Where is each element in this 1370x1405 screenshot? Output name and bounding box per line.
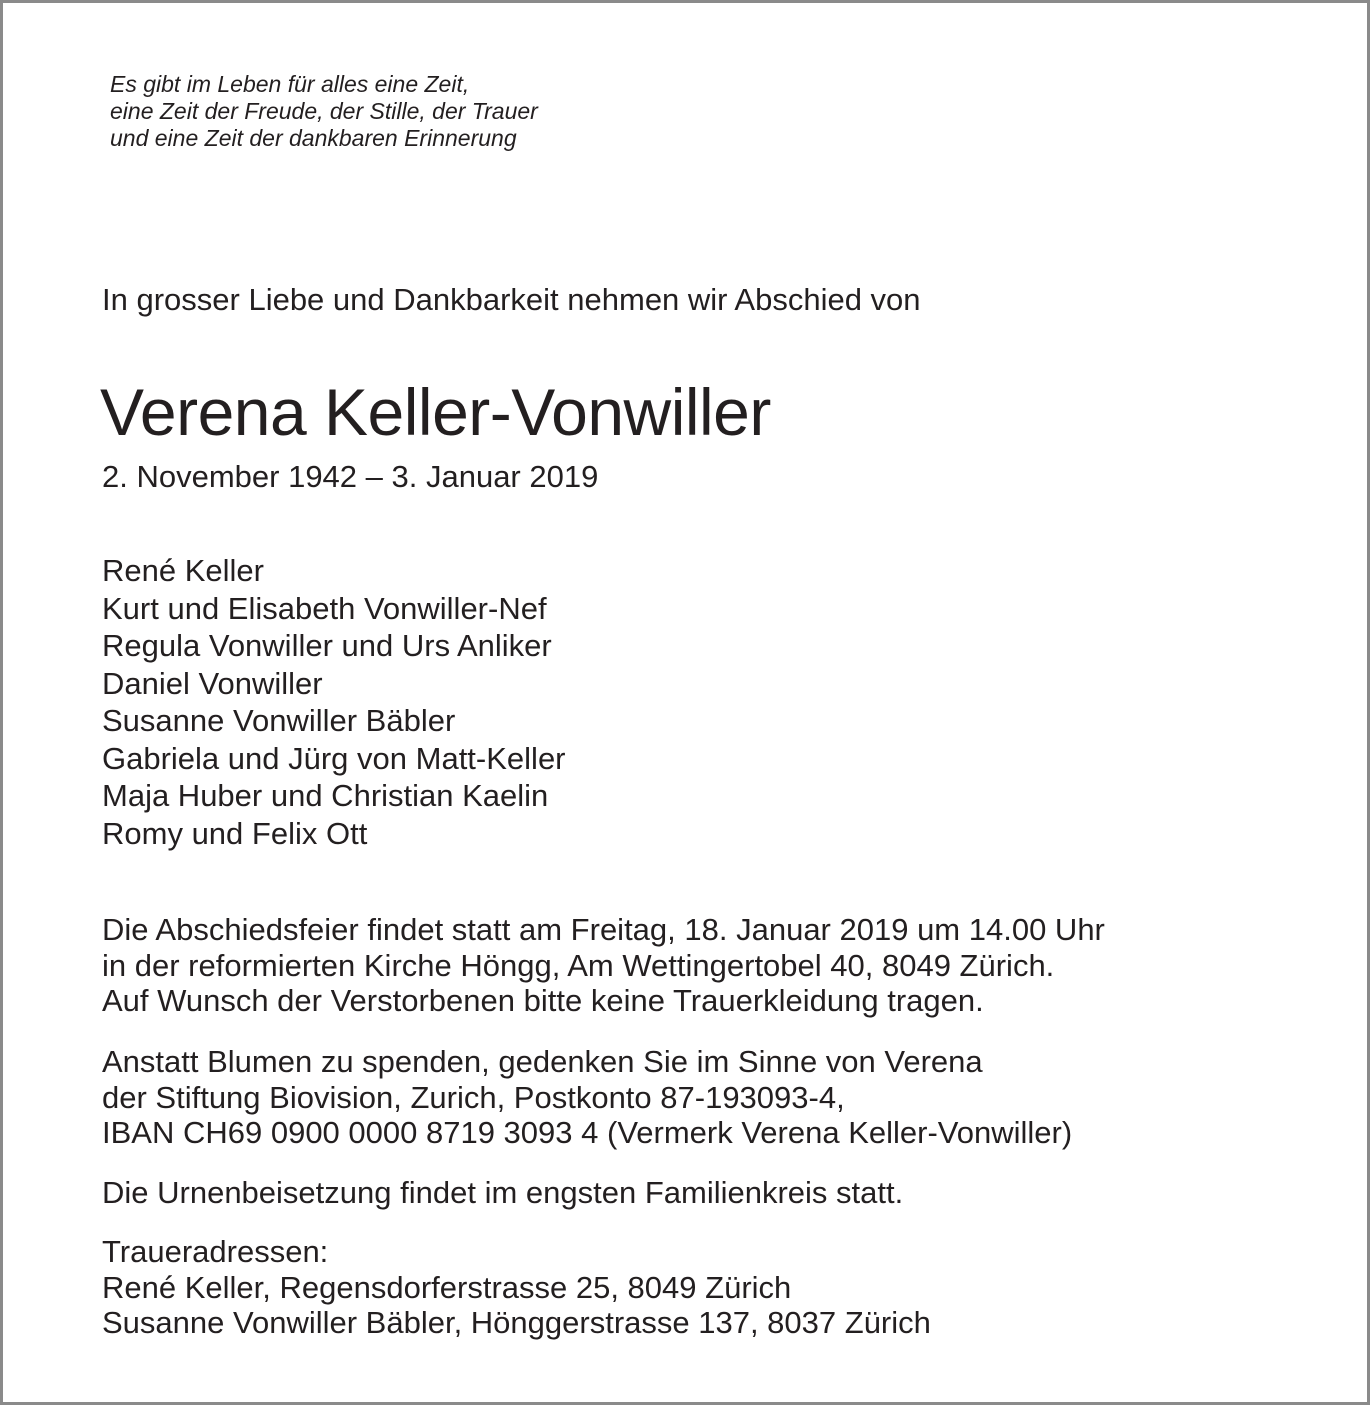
motto-line: eine Zeit der Freude, der Stille, der Trauer — [110, 98, 538, 124]
life-dates: 2. November 1942 – 3. Januar 2019 — [102, 459, 599, 494]
ceremony-line: in der reformierten Kirche Höngg, Am Wettingertobel 40, 8049 Zürich. — [102, 947, 1055, 983]
mourner-item: Gabriela und Jürg von Matt-Keller — [102, 740, 566, 776]
intro-text: In grosser Liebe und Dankbarkeit nehmen wir Abschied von — [102, 282, 921, 317]
mourner-item: Romy und Felix Ott — [102, 815, 368, 851]
motto-line: Es gibt im Leben für alles eine Zeit, — [110, 71, 470, 97]
motto-verse — [110, 71, 538, 152]
donation-paragraph — [102, 1044, 1072, 1151]
ceremony-line: Auf Wunsch der Verstorbenen bitte keine Trauerkleidung tragen. — [102, 983, 984, 1018]
mourner-item: Susanne Vonwiller Bäbler — [102, 703, 456, 738]
mourner-item: Maja Huber und Christian Kaelin — [102, 778, 549, 813]
donation-line: Anstatt Blumen zu spenden, gedenken Sie im Sinne von Verena — [102, 1044, 983, 1079]
burial-paragraph — [102, 1175, 903, 1211]
deceased-name: Verena Keller-Vonwiller — [100, 375, 771, 449]
donation-line: IBAN CH69 0900 0000 8719 3093 4 (Vermerk Verena Keller-Vonwiller) — [102, 1115, 1073, 1150]
addresses-paragraph — [102, 1234, 931, 1341]
mourners-list — [102, 552, 566, 852]
mourner-item: René Keller — [102, 553, 264, 588]
burial-line: Die Urnenbeisetzung findet im engsten Familienkreis statt. — [102, 1175, 904, 1210]
donation-line: der Stiftung Biovision, Zurich, Postkonto 87-193093-4, — [102, 1079, 845, 1115]
address-line: Susanne Vonwiller Bäbler, Hönggerstrasse 137, 8037 Zürich — [102, 1305, 931, 1340]
mourner-item: Kurt und Elisabeth Vonwiller-Nef — [102, 590, 547, 626]
ceremony-line: Die Abschiedsfeier findet statt am Freitag, 18. Januar 2019 um 14.00 Uhr — [102, 912, 1105, 947]
ceremony-paragraph — [102, 912, 1105, 1019]
motto-line: und eine Zeit der dankbaren Erinnerung — [110, 125, 517, 151]
address-line: René Keller, Regensdorferstrasse 25, 8049 Zürich — [102, 1269, 792, 1305]
mourner-item: Regula Vonwiller und Urs Anliker — [102, 628, 552, 663]
addresses-heading: Traueradressen: — [102, 1234, 329, 1269]
mourner-item: Daniel Vonwiller — [102, 665, 323, 701]
